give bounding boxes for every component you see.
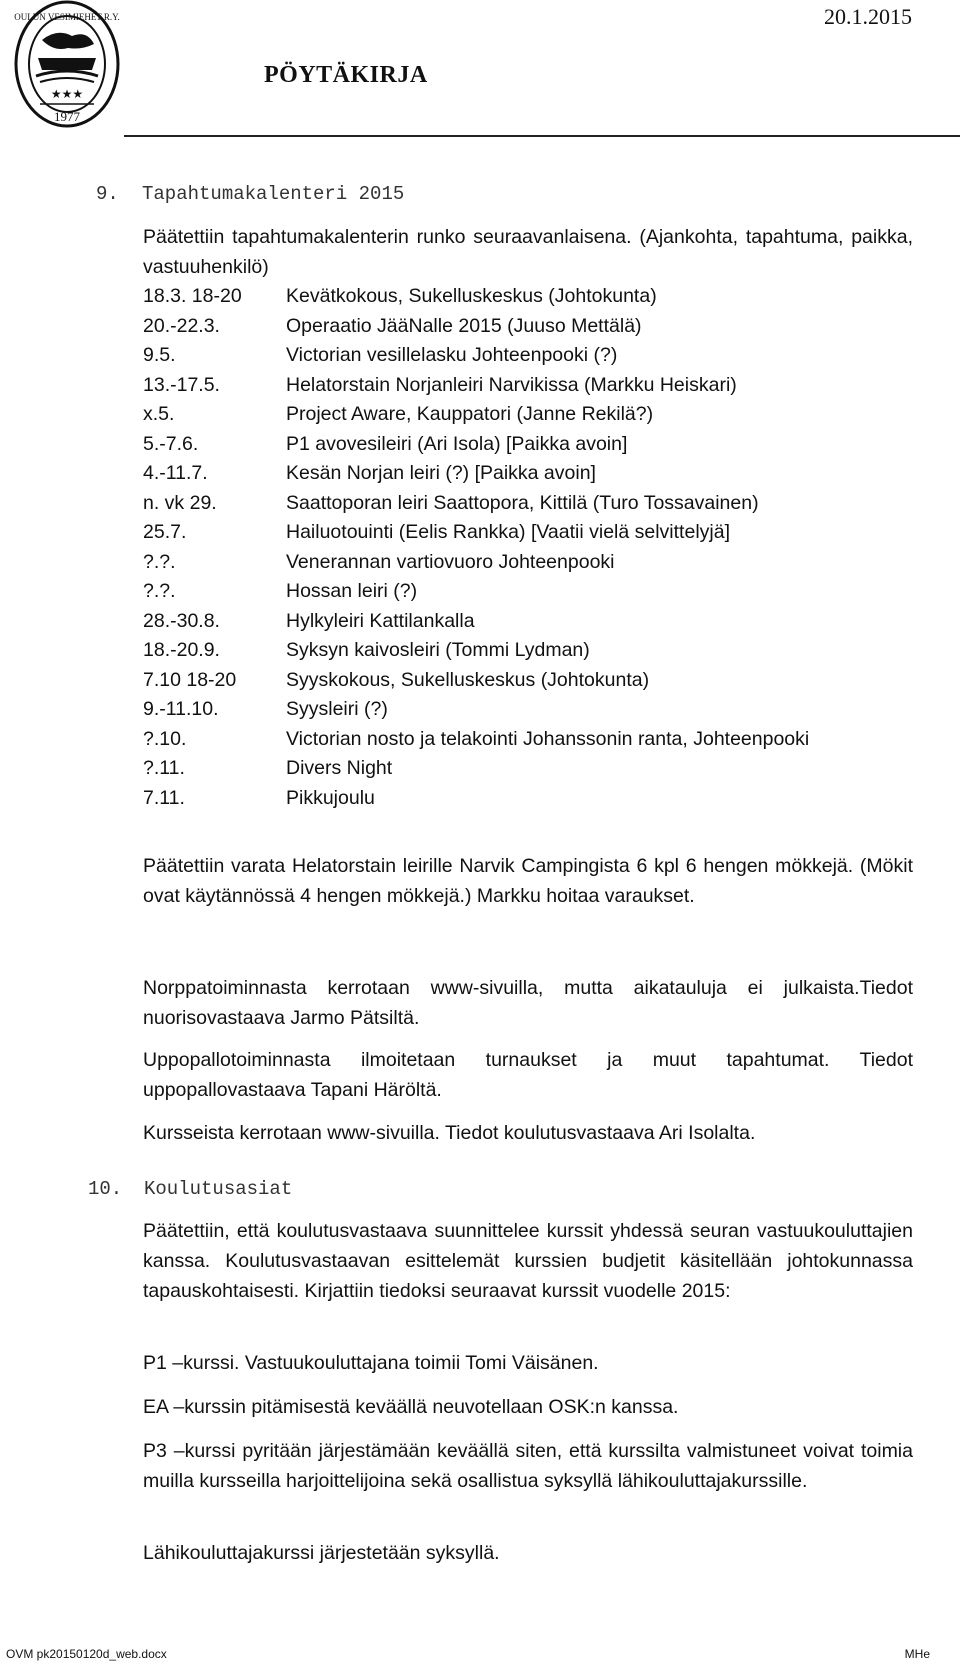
- event-description: Syyskokous, Sukelluskeskus (Johtokunta): [286, 668, 650, 691]
- event-row: [143, 430, 923, 460]
- event-row: [143, 548, 923, 578]
- event-description: Syysleiri (?): [286, 698, 388, 720]
- event-description: Venerannan vartiovuoro Johteenpooki: [286, 550, 615, 573]
- event-row: [143, 695, 923, 725]
- event-row: [143, 371, 923, 401]
- event-description: Saattoporan leiri Saattopora, Kittilä (Turo Tossavainen): [286, 491, 759, 514]
- event-date: 18.3. 18-20: [143, 285, 242, 307]
- event-row: [143, 666, 923, 696]
- logo-text: OULUN VESIMIEHET R.Y.: [14, 12, 120, 22]
- event-description: Hailuotouinti (Eelis Rankka) [Vaatii vielä selvittelyjä]: [286, 521, 730, 543]
- p1-course-paragraph: P1 –kurssi. Vastuukouluttajana toimii Tomi Väisänen.: [143, 1352, 599, 1374]
- event-date: ?.10.: [143, 727, 187, 750]
- event-date: x.5.: [143, 403, 175, 425]
- event-description: Helatorstain Norjanleiri Narvikissa (Markku Heiskari): [286, 373, 737, 396]
- section-title: Tapahtumakalenteri 2015: [142, 183, 405, 205]
- document-title: PÖYTÄKIRJA: [264, 62, 428, 88]
- event-description: Hylkyleiri Kattilankalla: [286, 609, 475, 632]
- document-date: 20.1.2015: [824, 4, 912, 29]
- calendar-intro: Päätettiin tapahtumakalenterin runko seuraavanlaisena. (Ajankohta, tapahtuma, paikka, vastuuhenkilö): [143, 226, 913, 278]
- event-description: Divers Night: [286, 757, 393, 779]
- event-row: [143, 400, 923, 430]
- event-description: Syksyn kaivosleiri (Tommi Lydman): [286, 639, 590, 661]
- event-date: ?.11.: [143, 757, 185, 779]
- event-date: 9.-11.10.: [143, 698, 219, 720]
- event-row: [143, 607, 923, 637]
- ea-course-paragraph: EA –kurssin pitämisestä keväällä neuvotellaan OSK:n kanssa.: [143, 1396, 679, 1418]
- event-row: [143, 518, 923, 548]
- event-date: 5.-7.6.: [143, 432, 199, 455]
- event-description: Operaatio JääNalle 2015 (Juuso Mettälä): [286, 314, 642, 337]
- event-date: 7.11.: [143, 786, 185, 809]
- event-date: n. vk 29.: [143, 491, 217, 514]
- event-row: [143, 459, 923, 489]
- courses-info-paragraph: Kursseista kerrotaan www-sivuilla. Tiedot koulutusvastaava Ari Isolalta.: [143, 1122, 756, 1144]
- event-row: [143, 577, 923, 607]
- section-10-heading: [88, 1178, 292, 1200]
- event-row: [143, 312, 923, 342]
- section-number: 10.: [88, 1178, 123, 1200]
- training-intro-paragraph: Päätettiin, että koulutusvastaava suunnittelee kurssit yhdessä seuran vastuukouluttajien kanssa. Koulutusvastaavan esittelemät kurssien budjetit käsitellään johtokunnassa tapauskohtaisesti. Kirjattiin tiedoksi seuraavat kurssit vuodelle 2015:: [143, 1220, 913, 1302]
- event-date: 9.5.: [143, 344, 176, 366]
- event-date: 4.-11.7.: [143, 462, 208, 484]
- event-calendar-list: [143, 282, 923, 813]
- section-9-heading: [96, 183, 404, 205]
- event-description: Hossan leiri (?): [286, 580, 418, 602]
- section-number: 9.: [96, 183, 119, 205]
- event-row: [143, 341, 923, 371]
- footer-filename: OVM pk20150120d_web.docx: [6, 1647, 167, 1661]
- section-title: Koulutusasiat: [144, 1178, 293, 1200]
- event-date: 28.-30.8.: [143, 609, 220, 632]
- event-row: [143, 725, 923, 755]
- event-row: [143, 754, 923, 784]
- event-description: Kesän Norjan leiri (?) [Paikka avoin]: [286, 462, 596, 484]
- p3-course-paragraph: P3 –kurssi pyritään järjestämään keväällä siten, että kurssilta valmistuneet voivat toimia muilla kursseilla harjoittelijoina sekä osallistua syksyllä lähikouluttajakurssille.: [143, 1440, 913, 1492]
- event-row: [143, 489, 923, 519]
- event-row: [143, 282, 923, 312]
- instructor-course-paragraph: Lähikouluttajakurssi järjestetään syksyllä.: [143, 1542, 500, 1564]
- club-seal-logo: [12, 0, 122, 134]
- event-description: Pikkujoulu: [286, 786, 375, 809]
- event-row: [143, 784, 923, 814]
- event-description: Victorian vesillelasku Johteenpooki (?): [286, 344, 618, 366]
- event-date: 18.-20.9.: [143, 639, 220, 661]
- event-description: P1 avovesileiri (Ari Isola) [Paikka avoin]: [286, 432, 628, 455]
- event-date: ?.?.: [143, 580, 176, 602]
- svg-text:★★★: ★★★: [50, 87, 84, 101]
- event-date: 25.7.: [143, 521, 187, 543]
- event-date: ?.?.: [143, 550, 176, 573]
- footer-author: MHe: [904, 1647, 930, 1661]
- logo-year: 1977: [54, 109, 80, 124]
- event-date: 7.10 18-20: [143, 668, 237, 691]
- event-row: [143, 636, 923, 666]
- event-description: Victorian nosto ja telakointi Johanssonin ranta, Johteenpooki: [286, 727, 810, 750]
- uppopallo-paragraph: Uppopallotoiminnasta ilmoitetaan turnaukset ja muut tapahtumat. Tiedot uppopallovastaava Tapani Häröltä.: [143, 1049, 913, 1101]
- event-description: Kevätkokous, Sukelluskeskus (Johtokunta): [286, 285, 657, 307]
- header-divider: [124, 135, 960, 137]
- event-date: 13.-17.5.: [143, 373, 220, 396]
- event-date: 20.-22.3.: [143, 314, 220, 337]
- cabin-booking-paragraph: Päätettiin varata Helatorstain leirille Narvik Campingista 6 kpl 6 hengen mökkejä. (Mökit ovat käytännössä 4 hengen mökkejä.) Markku hoitaa varaukset.: [143, 855, 913, 907]
- event-description: Project Aware, Kauppatori (Janne Rekilä?): [286, 403, 654, 425]
- norppa-paragraph: Norppatoiminnasta kerrotaan www-sivuilla, mutta aikatauluja ei julkaista.Tiedot nuorisovastaava Jarmo Pätsiltä.: [143, 977, 913, 1029]
